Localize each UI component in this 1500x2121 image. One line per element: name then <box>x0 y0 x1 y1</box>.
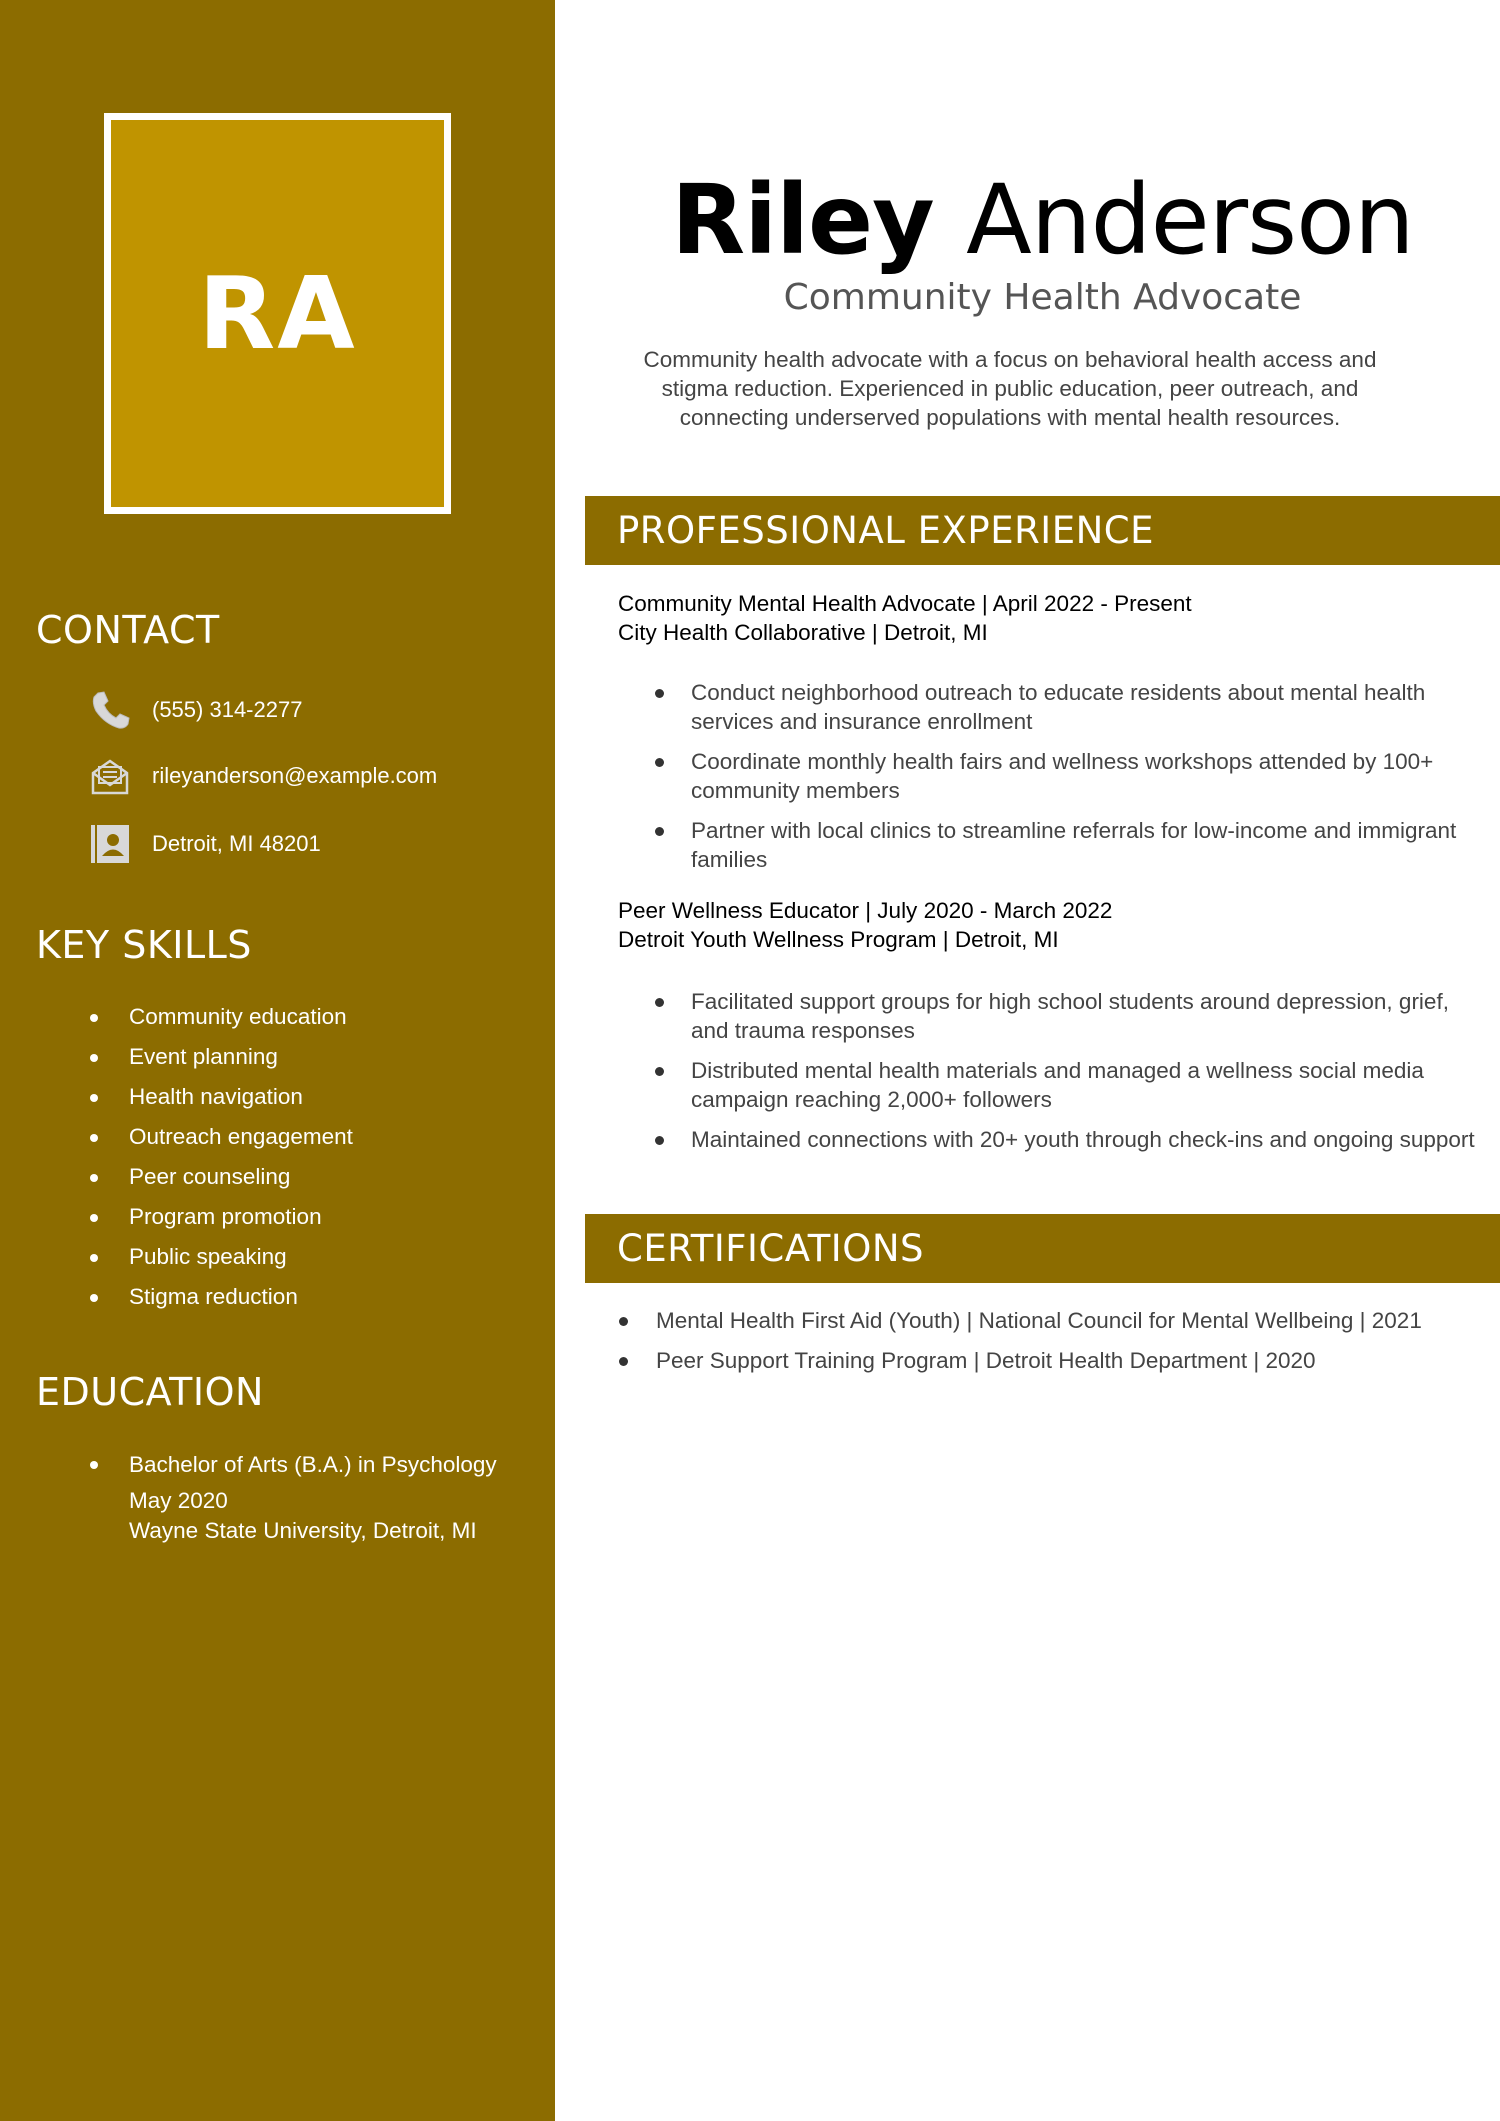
list-item: Community education <box>88 997 353 1037</box>
list-item: Maintained connections with 20+ youth through check-ins and ongoing support <box>655 1125 1480 1154</box>
job-org-line: Detroit Youth Wellness Program | Detroit, MI <box>618 927 1059 952</box>
experience-heading: PROFESSIONAL EXPERIENCE <box>617 509 1154 552</box>
contact-email <box>88 752 437 800</box>
education-school: Wayne State University, Detroit, MI <box>129 1518 477 1543</box>
phone-icon <box>88 688 132 732</box>
contact-address <box>88 820 321 868</box>
certifications-heading: CERTIFICATIONS <box>617 1227 925 1270</box>
contact-heading: CONTACT <box>36 608 220 652</box>
list-item: Peer counseling <box>88 1157 353 1197</box>
list-item: Outreach engagement <box>88 1117 353 1157</box>
education-entry <box>88 1447 497 1546</box>
education-degree: Bachelor of Arts (B.A.) in Psychology <box>88 1447 497 1483</box>
list-item: Program promotion <box>88 1197 353 1237</box>
skills-list <box>88 997 353 1317</box>
summary: Community health advocate with a focus on behavioral health access and stigma reduction. Experienced in public education, peer outreach, and connecting underserved populations with mental health resources. <box>643 347 1377 430</box>
education-heading: EDUCATION <box>36 1370 264 1414</box>
certifications-section-bar <box>585 1214 1500 1283</box>
job-title: Community Health Advocate <box>783 277 1302 318</box>
job-org-line: City Health Collaborative | Detroit, MI <box>618 620 988 645</box>
mail-icon <box>88 754 132 798</box>
job-role-line: Community Mental Health Advocate | April 2022 - Present <box>618 591 1192 616</box>
list-item: Public speaking <box>88 1237 353 1277</box>
monogram-initials: RA <box>198 255 357 372</box>
list-item: Coordinate monthly health fairs and wellness workshops attended by 100+ community members <box>655 747 1480 805</box>
list-item: Stigma reduction <box>88 1277 353 1317</box>
email-text[interactable]: rileyanderson@example.com <box>152 763 438 788</box>
list-item: Health navigation <box>88 1077 353 1117</box>
list-item: Distributed mental health materials and managed a wellness social media campaign reaching 2,000+ followers <box>655 1056 1480 1114</box>
list-item: Peer Support Training Program | Detroit Health Department | 2020 <box>619 1346 1479 1375</box>
sidebar <box>0 0 555 2121</box>
experience-section-bar <box>585 496 1500 565</box>
first-name: Riley <box>671 164 934 276</box>
list-item: Facilitated support groups for high school students around depression, grief, and trauma responses <box>655 987 1480 1045</box>
monogram-box <box>104 113 451 514</box>
skills-heading: KEY SKILLS <box>36 923 252 967</box>
list-item: Event planning <box>88 1037 353 1077</box>
last-name: Anderson <box>966 164 1414 276</box>
job-bullets <box>655 678 1480 885</box>
address-text: Detroit, MI 48201 <box>152 831 321 856</box>
certifications-list <box>619 1306 1479 1386</box>
list-item: Conduct neighborhood outreach to educate residents about mental health services and insurance enrollment <box>655 678 1480 736</box>
address-card-icon <box>88 822 132 866</box>
phone-text[interactable]: (555) 314-2277 <box>152 697 303 722</box>
job-role-line: Peer Wellness Educator | July 2020 - March 2022 <box>618 898 1113 923</box>
list-item: Mental Health First Aid (Youth) | National Council for Mental Wellbeing | 2021 <box>619 1306 1479 1335</box>
education-date: May 2020 <box>129 1488 228 1513</box>
job-bullets <box>655 987 1480 1165</box>
candidate-name <box>585 165 1500 275</box>
job-header <box>618 589 1478 647</box>
job-header <box>618 896 1478 954</box>
contact-phone <box>88 686 302 734</box>
list-item: Partner with local clinics to streamline referrals for low-income and immigrant families <box>655 816 1480 874</box>
